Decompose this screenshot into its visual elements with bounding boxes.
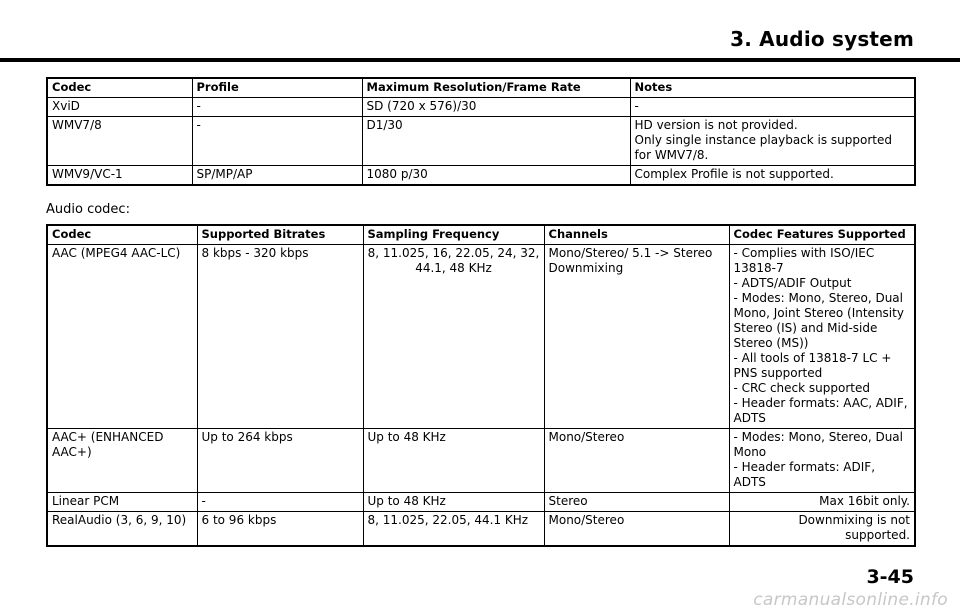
table-cell: Up to 48 KHz: [363, 429, 544, 493]
table-cell: SD (720 x 576)/30: [362, 98, 630, 117]
table-header-row: [47, 78, 915, 98]
table-row: [47, 98, 915, 117]
table-cell: Stereo: [544, 493, 729, 512]
table-cell: Downmixing is not supported.: [729, 512, 915, 547]
table-cell: SP/MP/AP: [192, 166, 362, 186]
table-cell: D1/30: [362, 117, 630, 166]
table-row: [47, 117, 915, 166]
table-cell: RealAudio (3, 6, 9, 10): [47, 512, 197, 547]
table-cell: AAC (MPEG4 AAC-LC): [47, 245, 197, 429]
table-cell: HD version is not provided. Only single instance playback is supported for WMV7/8.: [630, 117, 915, 166]
table-cell: Mono/Stereo: [544, 429, 729, 493]
column-header: Profile: [192, 78, 362, 98]
watermark: carmanualsonline.info: [753, 590, 948, 610]
table-cell: 1080 p/30: [362, 166, 630, 186]
table-cell: Complex Profile is not supported.: [630, 166, 915, 186]
column-header: Sampling Frequency: [363, 225, 544, 245]
table-cell: -: [197, 493, 363, 512]
table-cell: Mono/Stereo: [544, 512, 729, 547]
column-header: Channels: [544, 225, 729, 245]
table-cell: -: [630, 98, 915, 117]
column-header: Supported Bitrates: [197, 225, 363, 245]
table-cell: WMV9/VC-1: [47, 166, 192, 186]
table-row: [47, 166, 915, 186]
table-cell: AAC+ (ENHANCED AAC+): [47, 429, 197, 493]
table-row: [47, 429, 915, 493]
table-cell: Mono/Stereo/ 5.1 -> Stereo Downmixing: [544, 245, 729, 429]
table-cell: Up to 264 kbps: [197, 429, 363, 493]
column-header: Notes: [630, 78, 915, 98]
column-header: Codec Features Supported: [729, 225, 915, 245]
page-header: [0, 0, 960, 62]
page-number: 3-45: [866, 566, 914, 588]
table-row: [47, 512, 915, 547]
section-title: 3. Audio system: [730, 27, 914, 51]
table-cell: - Complies with ISO/IEC 13818-7 - ADTS/ADIF Output - Modes: Mono, Stereo, Dual Mono, Joint Stereo (Intensity Stereo (IS) and Mid-side Stereo (MS)) - All tools of 13818-7 LC + PNS supported - CRC check supported - Header formats: AAC, ADIF, ADTS: [729, 245, 915, 429]
table-cell: - Modes: Mono, Stereo, Dual Mono - Header formats: ADIF, ADTS: [729, 429, 915, 493]
table-cell: 8, 11.025, 16, 22.05, 24, 32, 44.1, 48 KHz: [363, 245, 544, 429]
table-cell: Max 16bit only.: [729, 493, 915, 512]
table-cell: 8 kbps - 320 kbps: [197, 245, 363, 429]
audio-codec-table: [46, 224, 916, 547]
column-header: Codec: [47, 225, 197, 245]
table-cell: WMV7/8: [47, 117, 192, 166]
column-header: Codec: [47, 78, 192, 98]
table-row: [47, 245, 915, 429]
video-codec-table: [46, 77, 916, 186]
table-cell: -: [192, 117, 362, 166]
table-cell: Up to 48 KHz: [363, 493, 544, 512]
table-row: [47, 493, 915, 512]
audio-codec-label: Audio codec:: [46, 202, 130, 217]
header-divider: [0, 58, 960, 62]
column-header: Maximum Resolution/Frame Rate: [362, 78, 630, 98]
table-cell: 6 to 96 kbps: [197, 512, 363, 547]
table-header-row: [47, 225, 915, 245]
table-cell: XviD: [47, 98, 192, 117]
table-cell: -: [192, 98, 362, 117]
table-cell: Linear PCM: [47, 493, 197, 512]
table-cell: 8, 11.025, 22.05, 44.1 KHz: [363, 512, 544, 547]
